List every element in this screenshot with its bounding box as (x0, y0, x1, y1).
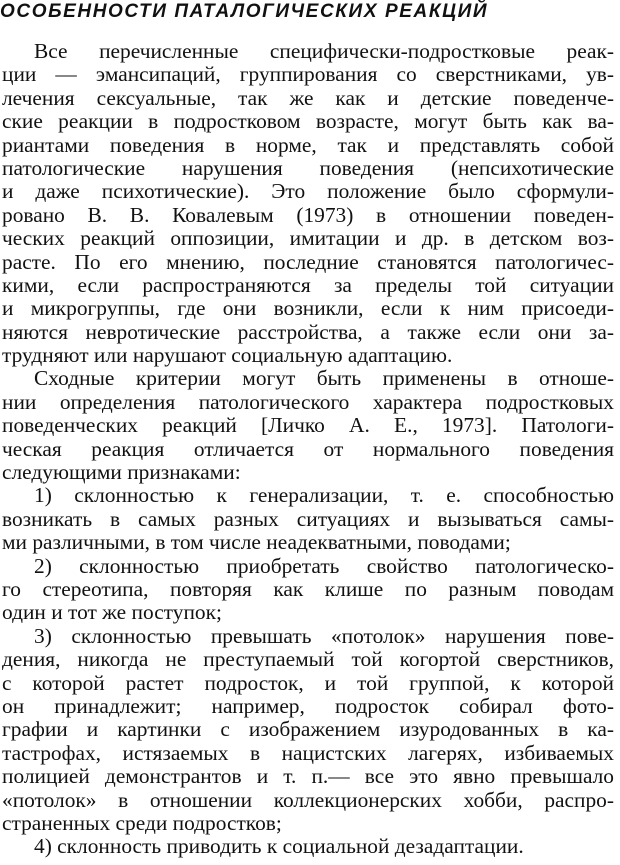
text-line: го стереотипа, повторяя как клише по разным поводам (2, 577, 614, 601)
text-line: лечения сексуальные, так же как и детские поведенче- (2, 86, 614, 110)
text-line: следующими признаками: (2, 461, 241, 485)
text-line: кими, если распространяются за пределы той ситуации (2, 273, 614, 297)
text-line: Все перечисленные специфически-подростковые реак- (34, 40, 614, 63)
text-line: 3) склонностью превышать «потолок» нарушения пове- (34, 624, 614, 648)
text-line: ские реакции в подростковом возрасте, могут быть как ва- (2, 110, 614, 134)
text-line: 4) склонность приводить к социальной дезадаптации. (34, 835, 524, 859)
text-line: трудняют или нарушают социальную адаптацию. (2, 344, 453, 368)
paragraph (2, 484, 614, 554)
text-line: и микрогруппы, где они возникли, если к ним присоеди- (2, 297, 614, 321)
text-line: нии определения патологического характера подростковых (2, 390, 614, 414)
text-line: «потолок» в отношении коллекционерских хобби, распро- (2, 788, 614, 812)
text-line: 1) склонностью к генерализации, т. е. способностью (34, 484, 614, 508)
paragraph (2, 40, 614, 367)
text-line: и даже психотические). Это положение было сформули- (2, 180, 614, 204)
paragraph (2, 625, 614, 836)
text-line: ческих реакций оппозиции, имитации и др. в детском воз- (2, 227, 614, 251)
text-line: патологические нарушения поведения (непсихотические (2, 156, 614, 180)
text-line: возникать в самых разных ситуациях и вызываться самы- (2, 507, 614, 531)
text-line: ровано В. В. Ковалевым (1973) в отношении поведен- (2, 203, 614, 227)
paragraph (2, 367, 614, 484)
text-line: ции — эмансипаций, группирования со сверстниками, ув- (2, 63, 614, 87)
text-line: тастрофах, истязаемых в нацистских лагерях, избиваемых (2, 741, 614, 765)
text-line: расте. По его мнению, последние становятся патологичес- (2, 250, 614, 274)
text-line: с которой растет подросток, и той группой, к которой (2, 671, 614, 695)
text-line: риантами поведения в норме, так и представлять собой (2, 133, 614, 157)
body-text (2, 40, 614, 859)
text-line: 2) склонностью приобретать свойство патологическо- (34, 554, 614, 578)
section-heading: ОСОБЕННОСТИ ПАТАЛОГИЧЕСКИХ РЕАКЦИЙ (0, 1, 489, 22)
text-line: один и тот же поступок; (2, 601, 222, 625)
paragraph (2, 835, 614, 858)
text-line: дения, никогда не преступаемый той когортой сверстников, (2, 648, 614, 672)
text-line: полицией демонстрантов и т. п.— все это явно превышало (2, 765, 614, 789)
text-line: Сходные критерии могут быть применены в отноше- (34, 367, 614, 391)
text-line: он принадлежит; например, подросток собирал фото- (2, 694, 614, 718)
text-line: графии и картинки с изображением изуродованных в ка- (2, 718, 614, 742)
text-line: ческая реакция отличается от нормального поведения (2, 437, 614, 461)
text-line: поведенческих реакций [Личко А. Е., 1973]. Патологи- (2, 414, 614, 438)
paragraph (2, 555, 614, 625)
text-line: няются невротические расстройства, а также если они за- (2, 320, 614, 344)
text-line: ми различными, в том числе неадекватными, поводами; (2, 531, 511, 555)
text-line: страненных среди подростков; (2, 811, 282, 835)
